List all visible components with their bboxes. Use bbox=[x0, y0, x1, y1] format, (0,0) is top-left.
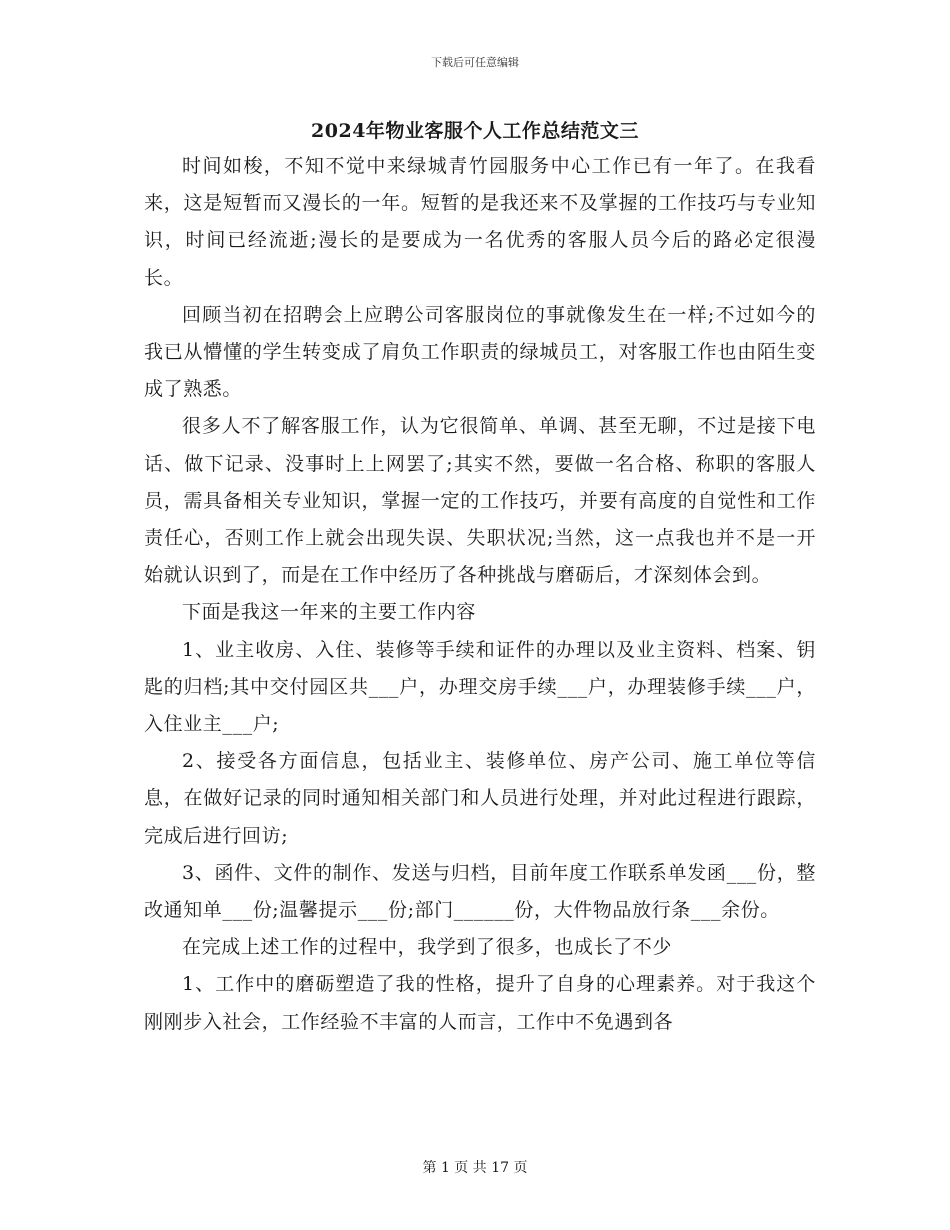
document-title: 2024年物业客服个人工作总结范文三 bbox=[311, 120, 639, 142]
paragraph-intro: 时间如梭，不知不觉中来绿城青竹园服务中心工作已有一年了。在我看来，这是短暂而又漫长的一年。短暂的是我还来不及掌握的工作技巧与专业知识，时间已经流逝;漫长的是要成为一名优秀的客服人员今后的路必定很漫长。 bbox=[144, 155, 816, 289]
paragraph-work-item-1: 1、业主收房、入住、装修等手续和证件的办理以及业主资料、档案、钥匙的归档;其中交付园区共___户，办理交房手续___户，办理装修手续___户，入住业主___户; bbox=[144, 638, 816, 736]
paragraph-learning-item-1: 1、工作中的磨砺塑造了我的性格，提升了自身的心理素养。对于我这个刚刚步入社会，工作经验不丰富的人而言，工作中不免遇到各 bbox=[144, 973, 816, 1033]
page-header-note: 下载后可任意编辑 bbox=[431, 56, 519, 69]
page-number-footer: 第 1 页 共 17 页 bbox=[422, 1160, 528, 1176]
paragraph-work-item-2: 2、接受各方面信息，包括业主、装修单位、房产公司、施工单位等信息，在做好记录的同时通知相关部门和人员进行处理，并对此过程进行跟踪，完成后进行回访; bbox=[144, 750, 816, 847]
paragraph-job-understanding: 很多人不了解客服工作，认为它很简单、单调、甚至无聊，不过是接下电话、做下记录、没事时上上网罢了;其实不然，要做一名合格、称职的客服人员，需具备相关专业知识，掌握一定的工作技巧，并要有高度的自觉性和工作责任心，否则工作上就会出现失误、失职状况;当然，这一点我也并不是一开始就认识到了，而是在工作中经历了各种挑战与磨砺后，才深刻体会到。 bbox=[144, 415, 816, 587]
paragraph-work-heading: 下面是我这一年来的主要工作内容 bbox=[182, 601, 477, 624]
paragraph-work-item-3: 3、函件、文件的制作、发送与归档，目前年度工作联系单发函___份，整改通知单___份;温馨提示___份;部门______份，大件物品放行条___余份。 bbox=[144, 861, 816, 922]
document-body bbox=[144, 148, 816, 1041]
paragraph-recollection: 回顾当初在招聘会上应聘公司客服岗位的事就像发生在一样;不过如今的我已从懵懂的学生转变成了肩负工作职责的绿城员工，对客服工作也由陌生变成了熟悉。 bbox=[144, 303, 816, 401]
paragraph-learning-heading: 在完成上述工作的过程中，我学到了很多，也成长了不少 bbox=[182, 936, 673, 959]
